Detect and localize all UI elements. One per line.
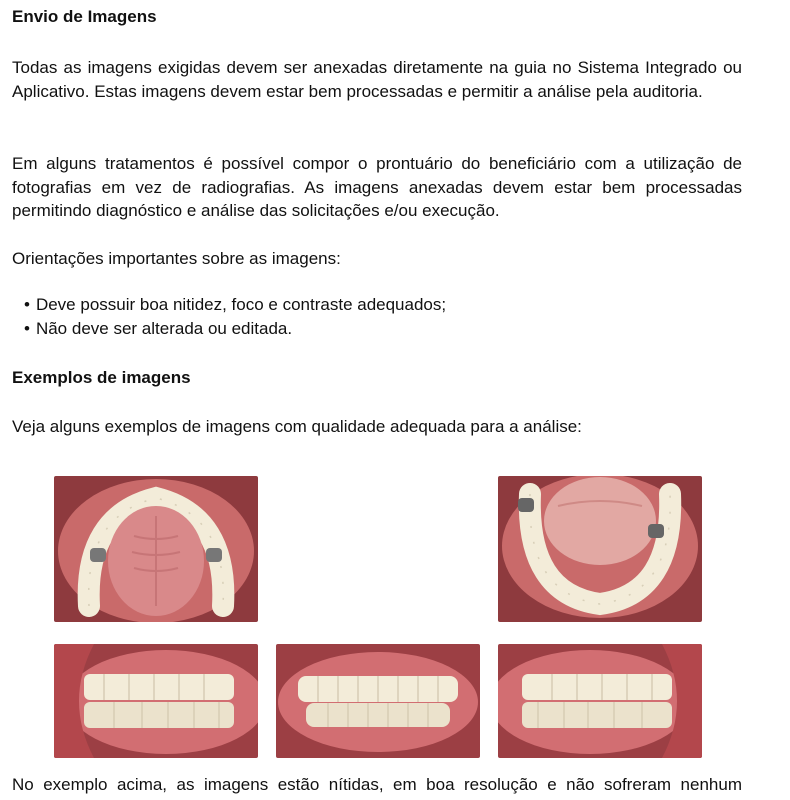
left-lateral-photo [498,644,702,758]
right-lateral-photo [54,644,258,758]
paragraph-2: Em alguns tratamentos é possível compor o prontuário do beneficiário com a utilização de fotografias em vez de radiografias. As imagens anexadas devem estar bem processadas permitindo diagnóstico e análise das solicitações e/ou execução. [12,154,742,220]
examples-intro: Veja alguns exemplos de imagens com qualidade adequada para a análise: [12,417,582,436]
list-item: • Deve possuir boa nitidez, foco e contraste adequados; [24,293,446,317]
examples-footer-text: No exemplo acima, as imagens estão nítidas, em boa resolução e não sofreram nenhum [12,775,742,794]
paragraph-3: Orientações importantes sobre as imagens: [12,249,341,268]
section-title-envio: Envio de Imagens [12,7,157,26]
lower-occlusal-photo [498,476,702,622]
upper-occlusal-photo [54,476,258,622]
section-title-exemplos: Exemplos de imagens [12,368,191,387]
frontal-photo [276,644,480,758]
list-item: • Não deve ser alterada ou editada. [24,317,446,341]
guidelines-list [24,293,446,341]
paragraph-1: Todas as imagens exigidas devem ser anexadas diretamente na guia no Sistema Integrado ou Aplicativo. Estas imagens devem estar bem processadas e permitir a análise pela auditoria. [12,58,742,101]
